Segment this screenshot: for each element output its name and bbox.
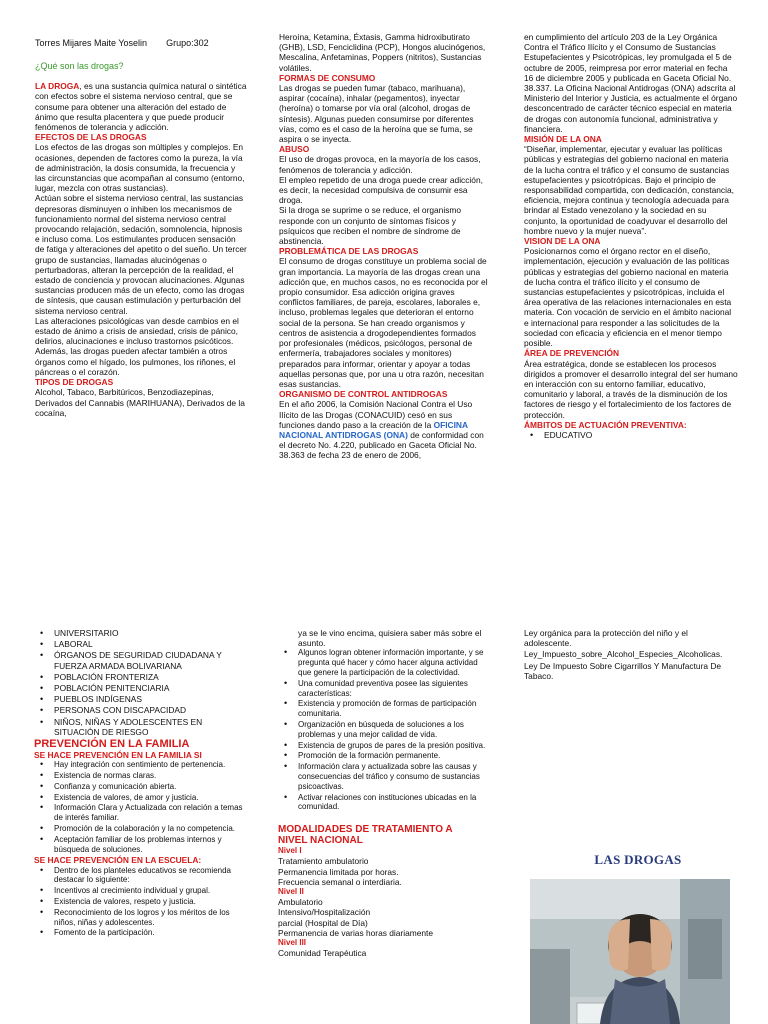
- nivel-1-line: Permanencia limitada por horas.: [278, 866, 399, 877]
- definition-paragraph: [35, 81, 247, 132]
- list-item: • Existencia de normas claras.: [34, 771, 248, 781]
- heading-familia-si: SE HACE PREVENCIÓN EN LA FAMILIA SI: [34, 750, 202, 761]
- poster-title: LAS DROGAS: [594, 852, 682, 867]
- nivel-1-line: Frecuencia semanal o interdiaria.: [278, 876, 402, 887]
- organismo-text-b: de conformidad con el decreto No. 4.220, publicado en Gaceta Oficial No. 38.363 de fecha 23 de enero de 2006,: [279, 429, 484, 461]
- heading-escuela: SE HACE PREVENCIÓN EN LA ESCUELA:: [34, 855, 202, 866]
- organismo-text-a: En el año 2006, la Comisión Nacional Contra el Uso Ilícito de las Drogas (CONACUID) cesó en sus funciones dando paso a la creación de la: [279, 399, 473, 430]
- list-item: • Dentro de los planteles educativos se recomienda destacar lo siguiente:: [34, 866, 248, 886]
- heading-efectos: EFECTOS DE LAS DROGAS: [35, 132, 147, 143]
- question-heading: ¿Qué son las drogas?: [35, 61, 124, 71]
- author-line: [35, 38, 247, 49]
- abuso-paragraph-2: El empleo repetido de una droga puede crear adicción, es decir, la necesidad compulsiva de consumir esa droga.: [279, 174, 483, 206]
- organismo-paragraph: [279, 399, 489, 460]
- mision-paragraph: “Diseñar, implementar, ejecutar y evaluar las políticas públicas y estrategias del gobierno nacional en materia de la lucha contra el tráfico y el consumo de sustancias estupefacientes y psicotrópicas. Bajo el principio de responsabilidad compartida, con dedicación, constancia, eficiencia, mejora continua y tecnología adecuada para brindar al Estado venezolano y la sociedad en su conjunto, la oportunidad de coadyuvar el desarrollo del hombre nuevo y la mujer nueva”.: [524, 144, 734, 236]
- list-item: • Una comunidad preventiva posee las siguientes características:: [278, 679, 492, 699]
- comunidad-list: [278, 648, 492, 812]
- heading-modalidades: MODALIDADES DE TRATAMIENTO A NIVEL NACIONAL: [278, 824, 453, 847]
- list-item: • PERSONAS CON DISCAPACIDAD: [34, 705, 248, 715]
- vision-paragraph: Posicionarnos como el órgano rector en el diseño, implementación, ejecución y evaluación de las políticas públicas y estrategias del gobierno nacional en materia de lucha contra el tráfico ilícito y el consumo de sustancias estupefacientes y psicotrópicas, incluida el área operativa de las relaciones internacionales en esta materia. Con vocación de servicio en el ámbito nacional e internacional para responder a las solicitudes de la sociedad con eficacia y eficiencia en el menor tiempo posible.: [524, 246, 732, 349]
- nivel-2-label: Nivel II: [278, 886, 304, 896]
- list-item: • Organización en búsqueda de soluciones a los problemas y una mejor calidad de vida.: [278, 720, 492, 740]
- list-item: • NIÑOS, NIÑAS Y ADOLESCENTES EN SITUACIÓN DE RIESGO: [34, 717, 248, 737]
- heading-ambitos: ÁMBITOS DE ACTUACIÓN PREVENTIVA:: [524, 419, 687, 430]
- list-item: • Información Clara y Actualizada con relación a temas de interés familiar.: [34, 803, 248, 823]
- area-paragraph: Área estratégica, donde se establecen los procesos dirigidos a promover el desarrollo integral del ser humano en interacción con su entorno familiar, educativo, comunitario y laboral, a través de la disminución de los factores de riesgo y el fortalecimiento de los factores de protección.: [524, 358, 738, 420]
- nivel-1-label: Nivel I: [278, 846, 302, 856]
- list-item: • Existencia de grupos de pares de la presión positiva.: [278, 741, 492, 751]
- ona-link[interactable]: OFICINA NACIONAL ANTIDROGAS (ONA): [279, 419, 468, 440]
- list-item: • Fomento de la participación.: [34, 928, 248, 938]
- list-item: • Hay integración con sentimiento de pertenencia.: [34, 760, 248, 770]
- column-4: [34, 628, 248, 939]
- distressed-person-image: [530, 879, 730, 1024]
- list-item: • UNIVERSITARIO: [34, 628, 248, 638]
- list-item: • Algunos logran obtener información importante, y se pregunta qué hacer y cómo hacer alguna actividad que genere la participación de la colectividad.: [278, 648, 492, 677]
- list-item: • Promoción de la colaboración y la no competencia.: [34, 824, 248, 834]
- heading-area-prevencion: ÁREA DE PREVENCIÓN: [524, 348, 620, 359]
- list-item: • Existencia de valores, respeto y justicia.: [34, 897, 248, 907]
- nivel-2-line: Permanencia de varias horas diariamente: [278, 927, 434, 938]
- tipos-paragraph: Alcohol, Tabaco, Barbitúricos, Benzodiazepinas, Derivados del Cannabis (MARIHUANA), Derivados de la cocaína,: [35, 387, 245, 418]
- group-label: Grupo:302: [166, 38, 209, 48]
- problematica-paragraph: El consumo de drogas constituye un problema social de gran importancia. La mayoría de las drogas crean una adicción que, en muchos casos, no es reconocida por el propio consumidor. Esa adicción origina graves conflictos familiares, de pareja, escolares, laborales e, incluso, problemas legales que deterioran el entorno social de la persona. Se han creado organismos y centros de asistencia a drogodependientes formados por profesionales (médicos, psicólogos, personal de enfermería, trabajadores sociales y monitores) preparados para informar, orientar y apoyar a todas aquellas personas que, por una u otra razón, necesitan esas sustancias.: [279, 256, 488, 389]
- nivel-2-line: parcial (Hospital de Día): [278, 917, 368, 928]
- efectos-paragraph-3: Las alteraciones psicológicas van desde cambios en el estado de ánimo a crisis de ansiedad, crisis de pánico, delirios, alucinaciones e incluso trastornos psicóticos. Además, las drogas pueden afectar también a otros órganos como el hígado, los pulmones, los riñones, el páncreas o el corazón.: [35, 315, 239, 377]
- heading-formas: FORMAS DE CONSUMO: [279, 72, 376, 83]
- formas-paragraph: Las drogas se pueden fumar (tabaco, marihuana), aspirar (cocaína), inhalar (pegamentos), inyectar (heroína) o tomarse por vía oral (alcohol, drogas de síntesis). Algunas pueden consumirse por diferentes vías, como es el caso de la heroína que se fuma, se aspira o se inyecta.: [279, 83, 474, 145]
- list-item: • Reconocimiento de los logros y los méritos de los niños, niñas y adolescentes.: [34, 908, 248, 928]
- nivel-3-label: Nivel III: [278, 937, 307, 947]
- list-item: • Información clara y actualizada sobre las causas y consecuencias del tráfico y consumo de sustancias psicoactivas.: [278, 762, 492, 791]
- ambitos-list: [34, 628, 248, 737]
- abuso-paragraph-3: Si la droga se suprime o se reduce, el organismo responde con un conjunto de síntomas físicos y psíquicos que reciben el nombre de síndrome de abstinencia.: [279, 205, 462, 247]
- list-item: • POBLACIÓN PENITENCIARIA: [34, 683, 248, 693]
- nivel-2-line: Ambulatorio: [278, 897, 323, 908]
- list-item: • Incentivos al crecimiento individual y grupal.: [34, 886, 248, 896]
- familia-list: [34, 760, 248, 854]
- column-1: [35, 38, 247, 418]
- law-2: Ley_Impuesto_sobre_Alcohol_Especies_Alcoholicas.: [524, 649, 723, 660]
- heading-organismo: ORGANISMO DE CONTROL ANTIDROGAS: [279, 389, 448, 400]
- efectos-paragraph-2: Actúan sobre el sistema nervioso central, las sustancias depresoras disminuyen o inhiben los mecanismos de funcionamiento normal del sistema nervioso central provocando relajación, sedación, somnolencia, hipnosis e incluso coma. Los estimulantes producen sensación de fatiga y alteraciones del apetito o del sueño. Un tercer grupo de sustancias, llamadas alucinógenas o perturbadoras, alteran la percepción de la realidad, el estado de conciencia y provocan alucinaciones. Algunas sustancias producen más de un efecto, como las drogas de síntesis, que causan estimulación y perturbación del sistema nervioso central.: [35, 193, 247, 316]
- nivel-1-line: Tratamiento ambulatorio: [278, 856, 369, 867]
- list-item: • PUEBLOS INDÍGENAS: [34, 694, 248, 704]
- heading-abuso: ABUSO: [279, 144, 310, 155]
- heading-mision: MISIÓN DE LA ONA: [524, 134, 602, 145]
- column-2: [279, 32, 489, 461]
- photo-illustration: [530, 879, 730, 1024]
- list-item: • LABORAL: [34, 639, 248, 649]
- list-item: • Existencia de valores, de amor y justicia.: [34, 793, 248, 803]
- heading-problematica: PROBLEMÁTICA DE LAS DROGAS: [279, 246, 419, 257]
- nivel-2-line: Intensivo/Hospitalización: [278, 907, 371, 918]
- column-3: [524, 32, 738, 440]
- law-3: Ley De Impuesto Sobre Cigarrillos Y Manufactura De Tabaco.: [524, 660, 722, 681]
- efectos-paragraph-1: Los efectos de las drogas son múltiples y complejos. En ocasiones, dependen de factores como la pureza, la vía de administración, la dosis consumida, la frecuencia y las circunstancias que acompañan al consumo (entorno, lugar, mezcla con otras sustancias).: [35, 142, 245, 194]
- abuso-paragraph-1: El uso de drogas provoca, en la mayoría de los casos, fenómenos de tolerancia y adicción.: [279, 154, 481, 175]
- author-name: Torres Mijares Maite Yoselin: [35, 38, 148, 48]
- list-item: • Existencia y promoción de formas de participación comunitaria.: [278, 699, 492, 719]
- drugs-list-paragraph: Heroína, Ketamina, Éxtasis, Gamma hidroxibutirato (GHB), LSD, Fenciclidina (PCP), Hongos alucinógenos, Mescalina, Anfetaminas, Poppers (nitritos), Sustancias volátiles.: [279, 32, 486, 73]
- heading-prevencion-familia: PREVENCIÓN EN LA FAMILIA: [34, 738, 190, 751]
- ley-paragraph: en cumplimiento del artículo 203 de la Ley Orgánica Contra el Tráfico Ilícito y el Consumo de Sustancias Estupefacientes y Psicotrópicas, ley promulgada el 5 de octubre de 2005, reimpresa por error material en fecha 16 de diciembre 2005 y publicada en Gaceta Oficial No. 38.337. La Oficina Nacional Antidrogas (ONA) adscrita al Ministerio del Interior y Justicia, es actualmente el órgano desconcentrado de carácter técnico especial en materia de drogas con autonomía funcional, administrativa y financiera.: [524, 32, 738, 134]
- list-item: • Activar relaciones con instituciones ubicadas en la comunidad.: [278, 793, 492, 813]
- law-1: Ley orgánica para la protección del niño y el adolescente.: [524, 628, 688, 649]
- list-item: • POBLACIÓN FRONTERIZA: [34, 672, 248, 682]
- continuation-paragraph: ya se le vino encima, quisiera saber más sobre el asunto.: [298, 628, 482, 649]
- list-item: • EDUCATIVO: [524, 430, 738, 440]
- list-item: • Aceptación familiar de los problemas internos y búsqueda de soluciones.: [34, 835, 248, 855]
- heading-tipos: TIPOS DE DROGAS: [35, 377, 114, 388]
- ambitos-list-start: [524, 430, 738, 440]
- list-item: • ÓRGANOS DE SEGURIDAD CIUDADANA Y FUERZA ARMADA BOLIVARIANA: [34, 650, 248, 670]
- column-5: [278, 628, 492, 958]
- nivel-3-line: Comunidad Terapéutica: [278, 948, 367, 959]
- list-item: • Promoción de la formación permanente.: [278, 751, 492, 761]
- escuela-list: [34, 866, 248, 939]
- list-item: • Confianza y comunicación abierta.: [34, 782, 248, 792]
- column-6: [524, 628, 734, 681]
- heading-vision: VISION DE LA ONA: [524, 236, 601, 247]
- definition-lead: LA DROGA: [35, 81, 80, 92]
- definition-text: , es una sustancia química natural o sintética con efectos sobre el sistema nervioso central, que se consume para obtener una alteración del estado de ánimo que resulta placentera y que puede producir fenómenos de tolerancia y adicción.: [35, 81, 247, 133]
